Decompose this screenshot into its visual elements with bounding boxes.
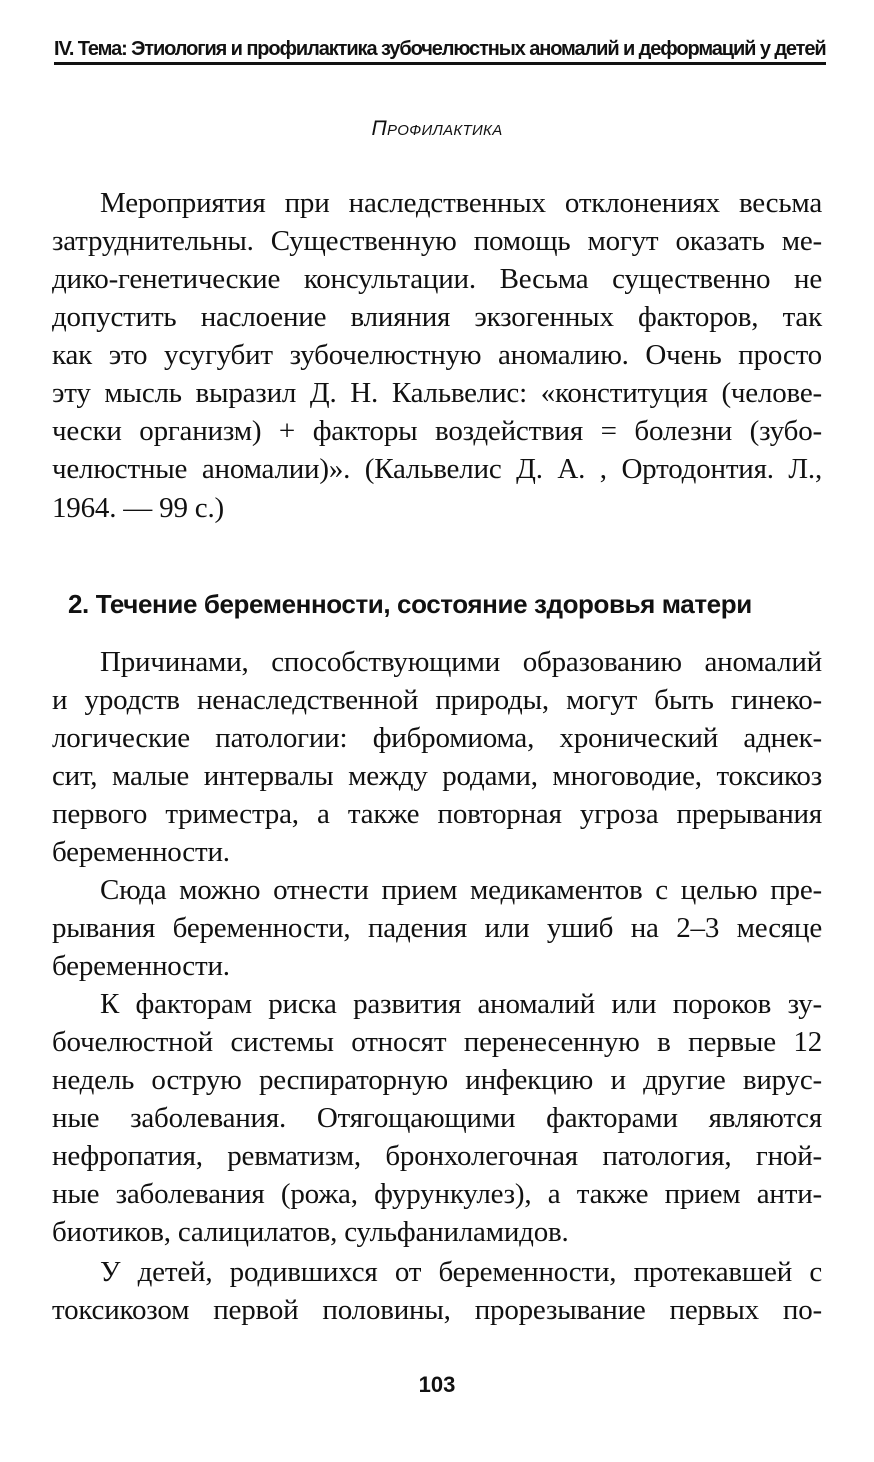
subsection-title: Профилактика xyxy=(371,117,503,140)
text-line: бочелюстной системы относят перенесенную в первые 12 xyxy=(52,1026,822,1058)
text-line: рывания беременности, падения или ушиб на 2–3 месяце xyxy=(52,912,822,944)
text-line: Причинами, способствующими образованию аномалий xyxy=(100,646,822,678)
text-line: дико-генетические консультации. Весьма существенно не xyxy=(52,263,822,295)
text-line: Мероприятия при наследственных отклонениях весьма xyxy=(100,187,822,219)
text-line: первого триместра, а также повторная угроза прерывания xyxy=(52,798,822,830)
text-line: как это усугубит зубочелюстную аномалию. Очень просто xyxy=(52,339,822,371)
text-line: биотиков, салицилатов, сульфаниламидов. xyxy=(52,1216,569,1248)
text-line: затруднительны. Существенную помощь могут оказать ме- xyxy=(52,225,822,257)
text-line: У детей, родившихся от беременности, протекавшей с xyxy=(100,1256,822,1288)
text-line: логические патологии: фибромиома, хронический аднек- xyxy=(52,722,822,754)
text-line: эту мысль выразил Д. Н. Кальвелис: «конституция (челове- xyxy=(52,377,822,409)
section-heading: 2. Течение беременности, состояние здоровья матери xyxy=(68,589,752,619)
text-line: ные заболевания. Отягощающими факторами являются xyxy=(52,1102,822,1134)
text-line: К факторам риска развития аномалий или пороков зу- xyxy=(100,988,822,1020)
text-line: нефропатия, ревматизм, бронхолегочная патология, гной- xyxy=(52,1140,822,1172)
text-line: недель острую респираторную инфекцию и другие вирус- xyxy=(52,1064,822,1096)
text-line: беременности. xyxy=(52,836,230,868)
text-line: сит, малые интервалы между родами, многоводие, токсикоз xyxy=(52,760,822,792)
text-line: ные заболевания (рожа, фурункулез), а также прием анти- xyxy=(52,1178,822,1210)
running-head: IV. Тема: Этиология и профилактика зубочелюстных аномалий и деформаций у детей xyxy=(54,36,826,65)
text-line: чески организм) + факторы воздействия = болезни (зубо- xyxy=(52,415,822,447)
text-line: допустить наслоение влияния экзогенных факторов, так xyxy=(52,301,822,333)
text-line: токсикозом первой половины, прорезывание первых по- xyxy=(52,1294,822,1326)
text-line: челюстные аномалии)». (Кальвелис Д. А. , Ортодонтия. Л., xyxy=(52,453,822,485)
page-number: 103 xyxy=(418,1372,456,1397)
text-line: 1964. — 99 с.) xyxy=(52,492,224,524)
text-line: и уродств ненаследственной природы, могут быть гинеко- xyxy=(52,684,822,716)
text-line: Сюда можно отнести прием медикаментов с целью пре- xyxy=(100,874,822,906)
text-line: беременности. xyxy=(52,950,230,982)
